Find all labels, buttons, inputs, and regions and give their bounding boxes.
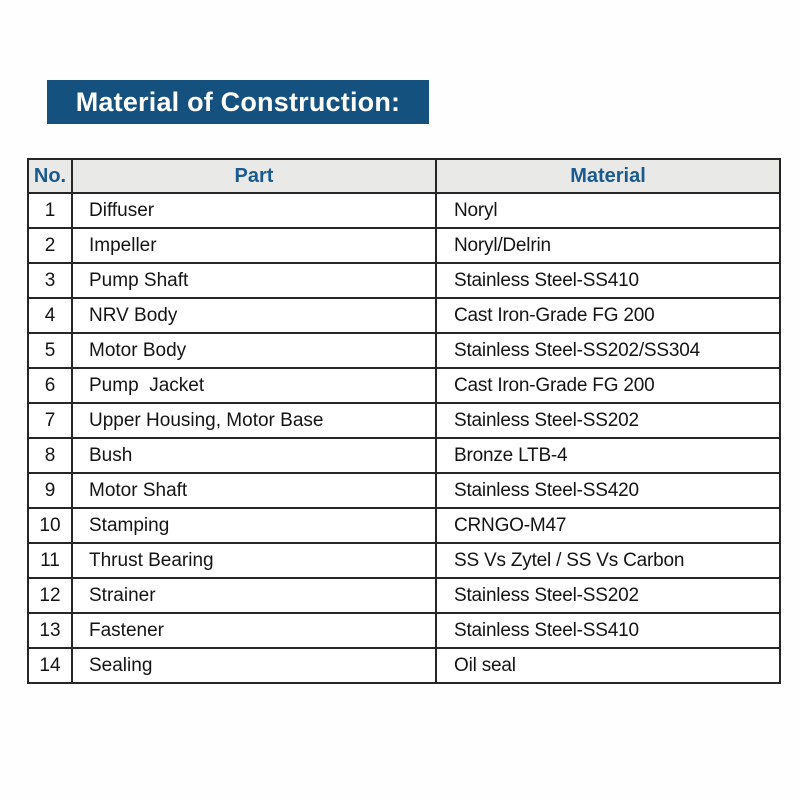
cell-no: 10	[28, 508, 72, 543]
table-row	[28, 613, 780, 648]
page-title: Material of Construction:	[75, 86, 401, 117]
cell-part: Diffuser	[72, 193, 436, 228]
cell-part: Thrust Bearing	[72, 543, 436, 578]
cell-part: Pump Shaft	[72, 263, 436, 298]
cell-material: Stainless Steel-SS410	[436, 613, 780, 648]
cell-material: SS Vs Zytel / SS Vs Carbon	[436, 543, 780, 578]
cell-part: Sealing	[72, 648, 436, 683]
cell-material: Stainless Steel-SS410	[436, 263, 780, 298]
cell-part: Stamping	[72, 508, 436, 543]
cell-material: Noryl	[436, 193, 780, 228]
table-row	[28, 263, 780, 298]
cell-no: 11	[28, 543, 72, 578]
table-header-row	[28, 159, 780, 193]
cell-no: 14	[28, 648, 72, 683]
title-banner	[47, 80, 429, 124]
cell-no: 12	[28, 578, 72, 613]
column-header-material: Material	[436, 159, 780, 193]
cell-material: Cast Iron-Grade FG 200	[436, 298, 780, 333]
column-header-no: No.	[28, 159, 72, 193]
table-row	[28, 298, 780, 333]
table-row	[28, 193, 780, 228]
cell-no: 4	[28, 298, 72, 333]
table-row	[28, 648, 780, 683]
cell-material: CRNGO-M47	[436, 508, 780, 543]
table-row	[28, 508, 780, 543]
cell-no: 3	[28, 263, 72, 298]
cell-part: Fastener	[72, 613, 436, 648]
cell-no: 2	[28, 228, 72, 263]
cell-material: Stainless Steel-SS420	[436, 473, 780, 508]
table-row	[28, 368, 780, 403]
cell-no: 5	[28, 333, 72, 368]
table-row	[28, 543, 780, 578]
cell-part: Motor Body	[72, 333, 436, 368]
cell-material: Stainless Steel-SS202	[436, 578, 780, 613]
cell-part: Pump Jacket	[72, 368, 436, 403]
table-row	[28, 403, 780, 438]
cell-part: Strainer	[72, 578, 436, 613]
cell-part: NRV Body	[72, 298, 436, 333]
cell-part: Upper Housing, Motor Base	[72, 403, 436, 438]
table-row	[28, 228, 780, 263]
table-row	[28, 438, 780, 473]
cell-no: 9	[28, 473, 72, 508]
cell-material: Noryl/Delrin	[436, 228, 780, 263]
cell-no: 7	[28, 403, 72, 438]
cell-material: Stainless Steel-SS202	[436, 403, 780, 438]
materials-table	[27, 158, 781, 684]
cell-material: Oil seal	[436, 648, 780, 683]
cell-part: Bush	[72, 438, 436, 473]
cell-material: Bronze LTB-4	[436, 438, 780, 473]
table-body	[28, 193, 780, 683]
cell-no: 13	[28, 613, 72, 648]
table-row	[28, 578, 780, 613]
cell-no: 8	[28, 438, 72, 473]
table-row	[28, 473, 780, 508]
cell-part: Impeller	[72, 228, 436, 263]
table-row	[28, 333, 780, 368]
column-header-part: Part	[72, 159, 436, 193]
cell-material: Cast Iron-Grade FG 200	[436, 368, 780, 403]
cell-part: Motor Shaft	[72, 473, 436, 508]
cell-no: 6	[28, 368, 72, 403]
cell-no: 1	[28, 193, 72, 228]
cell-material: Stainless Steel-SS202/SS304	[436, 333, 780, 368]
